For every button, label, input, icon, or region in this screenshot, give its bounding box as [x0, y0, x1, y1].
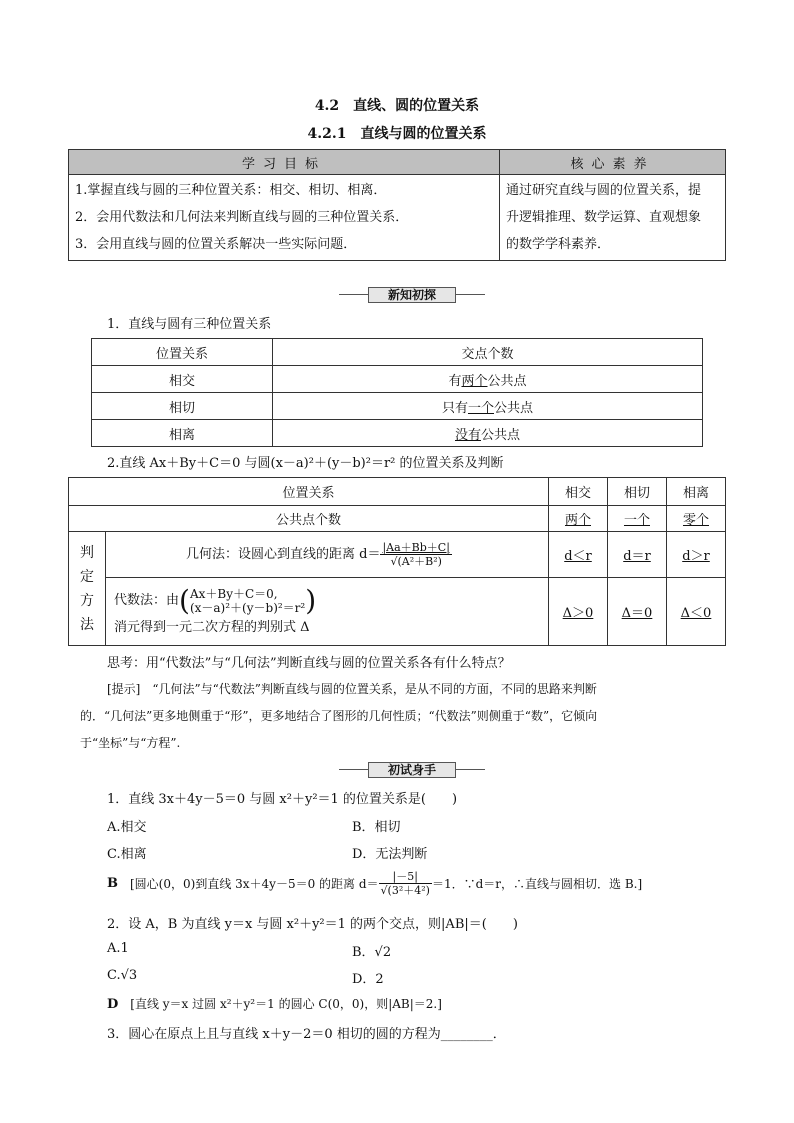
q1-option-b: B．相切: [352, 820, 401, 835]
section-title: 4.2 直线、圆的位置关系: [314, 98, 480, 114]
count-cell: 只有一个公共点: [273, 393, 703, 420]
method-char: 定: [80, 568, 94, 585]
col-header: 位置关系: [92, 339, 273, 366]
q1-answer-post: ＝1．∵d＝r，∴直线与圆相切．选 B.]: [431, 877, 643, 891]
q1-numerator: |－5|: [379, 870, 432, 884]
relation-table: [91, 338, 703, 447]
q2-answer-text: [直线 y＝x 过圆 x²＋y²＝1 的圆心 C(0，0)，则|AB|＝2.]: [130, 997, 442, 1011]
goals-list: [69, 175, 500, 261]
q1-option-d: D．无法判断: [352, 847, 428, 862]
q2-answer-letter: D: [107, 997, 119, 1012]
geometric-method: [106, 532, 549, 578]
geo-denominator: √(A²＋B²): [390, 555, 442, 568]
relation-cell: 相切: [92, 393, 273, 420]
goal-item: 1.掌握直线与圆的三种位置关系：相交、相切、相离．: [75, 183, 387, 198]
goal-item: 2．会用代数法和几何法来判断直线与圆的三种位置关系．: [75, 210, 409, 225]
q1-option-a: A.相交: [107, 820, 147, 835]
alg-eq1: Ax＋By＋C＝0,: [189, 586, 278, 601]
col-separate: 相离: [667, 478, 726, 506]
method-char: 方: [80, 592, 94, 609]
q2-option-c: C.√3: [107, 968, 138, 983]
relation-cell: 相离: [92, 420, 273, 447]
heading-three-relations: 1．直线与圆有三种位置关系: [107, 317, 272, 332]
banner-try: 初试身手: [368, 762, 456, 778]
core-line: 通过研究直线与圆的位置关系，提: [506, 183, 702, 198]
q1-answer-pre: [圆心(0，0)到直线 3x＋4y－5＝0 的距离 d＝: [130, 877, 379, 891]
q3-stem: 3．圆心在原点上且与直线 x＋y－2＝0 相切的圆的方程为________．: [107, 1027, 506, 1042]
hint-line: [提示] “几何法”与“代数法”判断直线与圆的位置关系，是从不同的方面，不同的思路来判断: [107, 682, 597, 696]
count-intersect: 两个: [549, 506, 608, 532]
q1-denominator: √(3²＋4²): [380, 884, 430, 897]
goals-table: [68, 149, 726, 261]
alg-separate: Δ＜0: [667, 578, 726, 646]
alg-tangent: Δ＝0: [608, 578, 667, 646]
think-question: 思考：用“代数法”与“几何法”判断直线与圆的位置关系各有什么特点？: [107, 656, 511, 671]
q2-answer: [107, 995, 442, 1012]
heading-judgement: 2.直线 Ax＋By＋C＝0 与圆(x－a)²＋(y－b)²＝r² 的位置关系及判断: [107, 456, 504, 471]
brace-close-icon: ): [305, 583, 317, 617]
goals-header: 学习目标: [69, 150, 500, 175]
q1-answer: [107, 870, 642, 897]
q1-option-c: C.相离: [107, 847, 147, 862]
q2-option-d: D．2: [352, 972, 384, 987]
hint-block: [80, 676, 730, 757]
q2-option-b: B．√2: [352, 945, 392, 960]
method-char: 判: [80, 544, 94, 561]
geo-text: 几何法：设圆心到直线的距离 d＝: [186, 547, 381, 562]
col-header: 交点个数: [273, 339, 703, 366]
count-label: 公共点个数: [69, 506, 549, 532]
alg-intersect: Δ＞0: [549, 578, 608, 646]
count-tangent: 一个: [608, 506, 667, 532]
algebraic-method: [106, 578, 549, 646]
core-text: [500, 175, 726, 261]
core-line: 的数学学科素养．: [506, 237, 611, 252]
geo-separate: d＞r: [667, 532, 726, 578]
hint-line: 的．“几何法”更多地侧重于“形”，更多地结合了图形的几何性质；“代数法”则侧重于“数”，它倾向: [80, 709, 598, 723]
relation-cell: 相交: [92, 366, 273, 393]
alg-suffix: 消元得到一元二次方程的判别式 Δ: [114, 619, 310, 635]
method-char: 法: [80, 616, 94, 633]
q1-answer-letter: B: [107, 876, 118, 891]
alg-prefix: 代数法：由: [114, 592, 180, 608]
core-header: 核心素养: [500, 150, 726, 175]
count-separate: 零个: [667, 506, 726, 532]
geo-tangent: d＝r: [608, 532, 667, 578]
col-tangent: 相切: [608, 478, 667, 506]
geo-numerator: |Aa＋Bb＋C|: [382, 541, 450, 554]
count-cell: 没有公共点: [273, 420, 703, 447]
q2-option-a: A.1: [107, 941, 129, 956]
alg-eq2: (x－a)²＋(y－b)²＝r²: [189, 600, 306, 615]
count-cell: 有两个公共点: [273, 366, 703, 393]
q1-stem: 1．直线 3x＋4y－5＝0 与圆 x²＋y²＝1 的位置关系是( ): [107, 792, 458, 807]
method-label: [69, 532, 106, 646]
subsection-title: 4.2.1 直线与圆的位置关系: [307, 126, 487, 142]
rel-label: 位置关系: [69, 478, 549, 506]
q2-stem: 2．设 A，B 为直线 y＝x 与圆 x²＋y²＝1 的两个交点，则|AB|＝( ): [107, 917, 518, 932]
core-line: 升逻辑推理、数学运算、直观想象: [506, 210, 702, 225]
judgement-table: [68, 477, 726, 646]
hint-line: 于“坐标”与“方程”.: [80, 736, 181, 750]
geo-intersect: d＜r: [549, 532, 608, 578]
banner-new-knowledge: 新知初探: [368, 287, 456, 303]
brace-icon: (: [179, 583, 190, 617]
col-intersect: 相交: [549, 478, 608, 506]
goal-item: 3．会用直线与圆的位置关系解决一些实际问题．: [75, 237, 357, 252]
